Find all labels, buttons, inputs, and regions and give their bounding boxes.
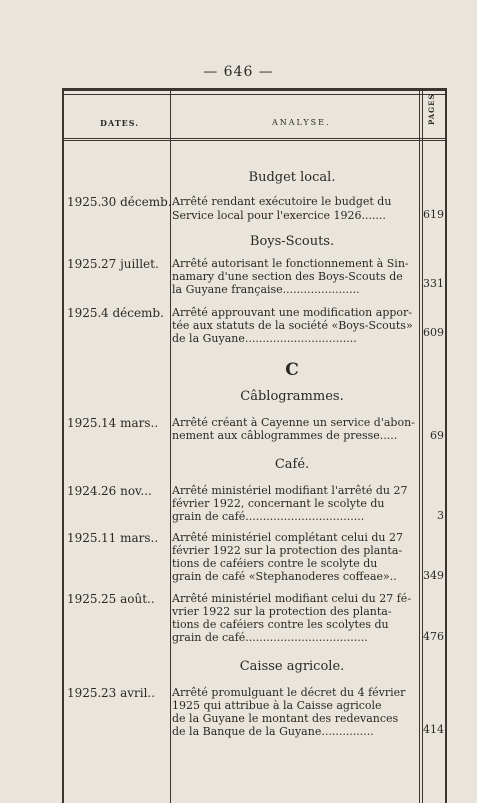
entry-text-line: Arrêté promulguant le décret du 4 février xyxy=(172,686,406,699)
entry-text-line: tions de caféiers contre les scolytes du xyxy=(172,618,389,631)
header-analyse: ANALYSE. xyxy=(272,118,331,127)
entry-text-line: Arrêté créant à Cayenne un service d'abon- xyxy=(172,416,415,429)
entry-year: 1925. xyxy=(67,195,102,209)
entry-text-line: grain de café «Stephanoderes coffeae».. xyxy=(172,570,397,583)
entry-page: 476 xyxy=(423,630,444,643)
entry-text-line: 1925 qui attribue à la Caisse agricole xyxy=(172,699,382,712)
entry-text-line: Arrêté ministériel modifiant l'arrêté du 27 xyxy=(172,484,408,497)
entry-page: 619 xyxy=(423,208,444,221)
entry-page: 349 xyxy=(423,569,444,582)
entry-text-line: Arrêté ministériel complétant celui du 27 xyxy=(172,531,403,544)
entry-text-line: février 1922 sur la protection des planta- xyxy=(172,544,403,557)
header-pages: PAGES xyxy=(427,93,436,125)
entry-text-line: tée aux statuts de la société «Boys-Scouts» xyxy=(172,319,413,332)
header-dates: DATES. xyxy=(100,118,140,128)
entry-text-line: nement aux câblogrammes de presse..... xyxy=(172,429,398,442)
entry-text-line: grain de café................................... xyxy=(172,631,368,644)
entry-date: 4 décemb. xyxy=(101,306,164,320)
entry-text-line: la Guyane française...................... xyxy=(172,283,360,296)
entry-page: 331 xyxy=(423,277,444,290)
entry-text-line: de la Guyane le montant des redevances xyxy=(172,712,399,725)
entry-date: 27 juillet. xyxy=(101,257,159,271)
entry-text-line: grain de café.................................. xyxy=(172,510,365,523)
section-heading: Caisse agricole. xyxy=(239,659,345,674)
entry-year: 1924. xyxy=(67,484,102,498)
entry-year: 1925. xyxy=(67,686,102,700)
entry-page: 3 xyxy=(437,509,444,522)
entry-date: 25 août.. xyxy=(101,592,155,606)
entry-text-line: vrier 1922 sur la protection des planta- xyxy=(172,605,392,618)
entry-date: 26 nov... xyxy=(101,484,152,498)
entry-year: 1925. xyxy=(67,416,102,430)
entry-year: 1925. xyxy=(67,257,102,271)
entry-text-line: Arrêté approuvant une modification appor- xyxy=(172,306,413,319)
entry-date: 23 avril.. xyxy=(101,686,156,700)
section-letter: C xyxy=(285,360,299,380)
entry-year: 1925. xyxy=(67,306,102,320)
section-heading: Budget local. xyxy=(248,170,336,185)
entry-page: 414 xyxy=(423,723,444,736)
entry-text-line: Service local pour l'exercice 1926....... xyxy=(172,209,386,222)
entry-date: 14 mars.. xyxy=(101,416,159,430)
entry-date: 11 mars.. xyxy=(101,531,159,545)
section-heading: Câblogrammes. xyxy=(240,389,344,404)
entry-date: 30 décemb. xyxy=(101,195,172,209)
entry-text-line: de la Guyane................................ xyxy=(172,332,357,345)
entry-text-line: tions de caféiers contre le scolyte du xyxy=(172,557,378,570)
entry-year: 1925. xyxy=(67,592,102,606)
page-number: — 646 — xyxy=(203,64,274,80)
section-heading: Boys-Scouts. xyxy=(249,234,335,249)
entry-text-line: février 1922, concernant le scolyte du xyxy=(172,497,385,510)
entry-year: 1925. xyxy=(67,531,102,545)
entry-text-line: Arrêté autorisant le fonctionnement à Sin- xyxy=(172,257,409,270)
entry-page: 609 xyxy=(423,326,444,339)
entry-page: 69 xyxy=(430,429,444,442)
entry-text-line: Arrêté rendant exécutoire le budget du xyxy=(172,195,392,208)
section-heading: Café. xyxy=(274,457,310,472)
entry-text-line: Arrêté ministériel modifiant celui du 27 fé- xyxy=(172,592,412,605)
entry-text-line: de la Banque de la Guyane............... xyxy=(172,725,374,738)
entry-text-line: namary d'une section des Boys-Scouts de xyxy=(172,270,403,283)
